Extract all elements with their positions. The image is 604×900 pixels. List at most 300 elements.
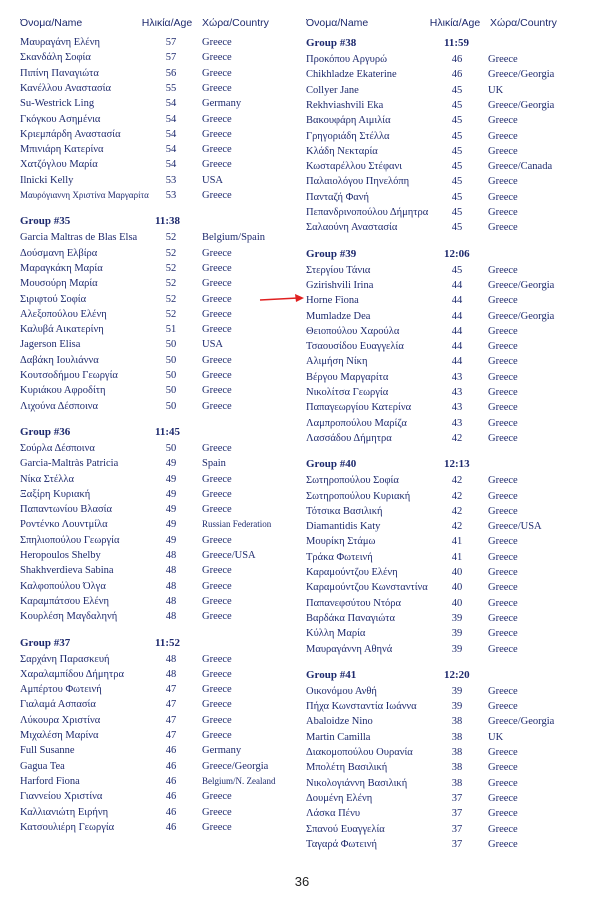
table-row bbox=[306, 714, 596, 729]
entry-name: Θειοπούλου Χαρούλα bbox=[306, 325, 400, 337]
entry-age: 49 bbox=[165, 534, 177, 546]
entry-country: Greece bbox=[488, 402, 518, 414]
entry-age: 50 bbox=[165, 400, 177, 412]
entry-name: Μαυρόγιαννη Χριστίνα Μαργαρίτα bbox=[20, 190, 149, 200]
entry-age: 38 bbox=[451, 777, 463, 789]
entry-age: 46 bbox=[165, 760, 177, 772]
entry-name: Οικονόμου Ανθή bbox=[306, 685, 377, 697]
entry-name: Πιπίνη Παναγιώτα bbox=[20, 67, 99, 79]
entry-name: Σκανδάλη Σοφία bbox=[20, 52, 91, 64]
entry-country: Greece bbox=[488, 54, 518, 65]
entry-name: Λαμπροπούλου Μαρίζα bbox=[306, 417, 407, 429]
entry-age: 53 bbox=[165, 190, 177, 201]
entry-name: Μαυραγάννη Αθηνά bbox=[306, 643, 393, 655]
table-row bbox=[20, 579, 300, 594]
entry-country: Greece bbox=[488, 582, 518, 594]
table-row bbox=[306, 431, 596, 446]
entry-name: Κανέλλου Αναστασία bbox=[20, 82, 111, 94]
entry-country: Greece/Georgia bbox=[488, 716, 555, 728]
entry-country: Greece/USA bbox=[202, 550, 256, 561]
table-row bbox=[306, 534, 596, 549]
entry-name: Χαραλαμπίδου Δήμητρα bbox=[20, 668, 124, 680]
entry-country: Greece bbox=[488, 643, 518, 655]
header-age: Ηλικία/Age bbox=[141, 17, 193, 29]
entry-name: Μιχαλέση Μαρίνα bbox=[20, 730, 99, 741]
table-row bbox=[306, 324, 596, 339]
entry-country: Greece bbox=[488, 145, 518, 157]
entry-age: 52 bbox=[165, 247, 177, 259]
group-time: 11:38 bbox=[155, 215, 181, 228]
table-row bbox=[306, 52, 596, 67]
page-number: 36 bbox=[294, 874, 310, 889]
entry-age: 42 bbox=[451, 475, 463, 487]
entry-name: Τσαουσίδου Ευαγγελία bbox=[306, 341, 404, 353]
group-time: 11:45 bbox=[155, 425, 181, 438]
entry-country: Greece bbox=[488, 207, 518, 218]
entry-name: Κατσουλιέρη Γεωργία bbox=[20, 821, 115, 833]
entry-country: Greece/Georgia bbox=[488, 310, 555, 322]
entry-country: Greece bbox=[202, 278, 232, 290]
group-heading bbox=[306, 667, 596, 683]
entry-country: Greece bbox=[202, 190, 232, 201]
entry-name: Garcia Maltras de Blas Elsa bbox=[20, 232, 138, 244]
entry-age: 42 bbox=[451, 490, 463, 502]
entry-age: 45 bbox=[451, 264, 463, 276]
entry-name: Καλυβά Αικατερίνη bbox=[20, 324, 104, 336]
entry-country: Greece bbox=[488, 685, 518, 697]
entry-country: Greece/Georgia bbox=[202, 760, 269, 772]
entry-age: 53 bbox=[165, 174, 177, 186]
entry-name: Shakhverdieva Sabina bbox=[20, 565, 114, 577]
entry-country: Greece bbox=[202, 504, 232, 516]
entry-age: 39 bbox=[451, 643, 463, 655]
entry-country: Greece bbox=[202, 370, 232, 381]
entry-country: Greece bbox=[488, 264, 518, 276]
table-row bbox=[20, 487, 300, 502]
table-row bbox=[20, 112, 300, 127]
entry-name: Rekhviashvili Eka bbox=[306, 99, 384, 111]
entry-name: Κουτσοδήμου Γεωργία bbox=[20, 370, 118, 381]
entry-name: Harford Fiona bbox=[20, 775, 80, 787]
table-row bbox=[306, 806, 596, 821]
entry-name: Full Susanne bbox=[20, 745, 75, 757]
entry-country: Greece bbox=[202, 354, 232, 366]
entry-name: Γρηγοριάδη Στέλλα bbox=[306, 130, 390, 142]
entry-country: Greece bbox=[202, 52, 232, 64]
entry-country: Greece bbox=[202, 580, 232, 592]
group-heading bbox=[306, 456, 596, 472]
entry-age: 50 bbox=[165, 442, 177, 454]
entry-name: Μπινιάρη Κατερίνα bbox=[20, 144, 104, 156]
entry-name: Σαλαούνη Αναστασία bbox=[306, 222, 398, 234]
entry-name: Δούσμανη Ελβίρα bbox=[20, 247, 98, 259]
entry-name: Chikhladze Ekaterine bbox=[306, 69, 397, 81]
entry-country: Greece bbox=[202, 791, 232, 803]
table-row bbox=[20, 805, 300, 820]
entry-name: Καραμούντζου Κωνσταντίνα bbox=[306, 582, 428, 594]
entry-age: 41 bbox=[451, 551, 463, 563]
table-row bbox=[20, 502, 300, 517]
table-row bbox=[306, 489, 596, 504]
header-country: Χώρα/Country bbox=[490, 17, 557, 29]
table-row bbox=[20, 188, 300, 203]
entry-country: Greece bbox=[488, 490, 518, 502]
entry-country: Greece bbox=[202, 595, 232, 607]
entry-name: Παπαντωνίου Βλασία bbox=[20, 504, 112, 516]
entry-country: Greece bbox=[202, 565, 232, 577]
group-time: 12:06 bbox=[444, 247, 470, 260]
table-row bbox=[306, 190, 596, 205]
entry-country: Greece bbox=[488, 475, 518, 487]
table-row bbox=[306, 83, 596, 98]
entry-age: 57 bbox=[165, 52, 177, 64]
entry-country: Greece bbox=[202, 442, 232, 454]
table-row bbox=[20, 337, 300, 352]
entry-name: Νικολίτσα Γεωργία bbox=[306, 387, 389, 398]
entry-age: 57 bbox=[165, 37, 177, 48]
entry-name: Λάσκα Πένυ bbox=[306, 808, 361, 820]
entry-age: 38 bbox=[451, 762, 463, 774]
entry-country: Germany bbox=[202, 745, 242, 757]
table-row bbox=[20, 563, 300, 578]
header-country: Χώρα/Country bbox=[202, 17, 269, 29]
entry-country: USA bbox=[202, 174, 224, 186]
entry-name: Σπηλιοπούλου Γεωργία bbox=[20, 534, 120, 546]
entry-age: 46 bbox=[451, 69, 463, 81]
entry-country: Greece bbox=[488, 628, 518, 640]
entry-name: Παπανεφσύτου Ντόρα bbox=[306, 597, 402, 609]
table-row bbox=[20, 35, 300, 50]
table-row bbox=[20, 728, 300, 743]
entry-age: 40 bbox=[451, 597, 463, 609]
entry-name: Λιχούνα Δέσποινα bbox=[20, 400, 99, 412]
entry-name: Προκόπου Αργυρώ bbox=[306, 54, 387, 65]
entry-country: UK bbox=[488, 731, 504, 743]
entry-country: Greece bbox=[488, 176, 518, 188]
table-row bbox=[306, 642, 596, 657]
entry-name: Λασσάδου Δήμητρα bbox=[306, 432, 392, 444]
entry-country: Greece bbox=[202, 293, 232, 305]
group-label: Group #40 bbox=[306, 458, 357, 471]
entry-country: Greece bbox=[488, 371, 518, 383]
entry-name: Βαρδάκα Παναγιώτα bbox=[306, 612, 395, 624]
entry-name: Diamantidis Katy bbox=[306, 521, 381, 533]
entry-name: Collyer Jane bbox=[306, 84, 359, 96]
entry-name: Ξαξίρη Κυριακή bbox=[20, 488, 91, 500]
table-row bbox=[20, 548, 300, 563]
entry-age: 48 bbox=[165, 653, 177, 665]
table-row bbox=[20, 472, 300, 487]
table-row bbox=[20, 96, 300, 111]
entry-name: Πήχα Κωνσταντία Ιωάννα bbox=[306, 701, 417, 713]
entry-age: 40 bbox=[451, 582, 463, 594]
entry-name: Abaloidze Nino bbox=[306, 716, 373, 728]
entry-age: 45 bbox=[451, 84, 463, 96]
entry-age: 42 bbox=[451, 505, 463, 517]
entry-age: 48 bbox=[165, 611, 177, 623]
entry-country: Greece/Georgia bbox=[488, 99, 555, 111]
entry-name: Κλάδη Νεκταρία bbox=[306, 145, 378, 157]
entry-age: 44 bbox=[451, 310, 463, 322]
entry-name: Σωτηροπούλου Κυριακή bbox=[306, 490, 411, 502]
entry-name: Καλφοπούλου Όλγα bbox=[20, 580, 106, 592]
entry-age: 49 bbox=[165, 473, 177, 485]
entry-name: Λύκουρα Χριστίνα bbox=[20, 714, 101, 726]
table-row bbox=[306, 822, 596, 837]
table-row bbox=[20, 66, 300, 81]
entry-name: Ροντένκο Λουντμίλα bbox=[20, 519, 108, 531]
entry-country: Greece bbox=[488, 701, 518, 713]
entry-country: Greece bbox=[488, 432, 518, 444]
table-row bbox=[306, 113, 596, 128]
entry-country: Greece bbox=[202, 611, 232, 623]
entry-country: Spain bbox=[202, 458, 226, 470]
table-row bbox=[20, 774, 300, 789]
entry-country: Greece bbox=[488, 838, 518, 850]
table-row bbox=[306, 98, 596, 113]
entry-name: Βέργου Μαργαρίτα bbox=[306, 371, 389, 383]
entry-country: Greece bbox=[202, 668, 232, 680]
group-time: 11:52 bbox=[155, 636, 181, 649]
entry-age: 44 bbox=[451, 356, 463, 368]
entry-age: 46 bbox=[165, 745, 177, 757]
entry-country: Greece bbox=[202, 385, 232, 397]
table-row bbox=[306, 791, 596, 806]
entry-country: Greece bbox=[488, 597, 518, 609]
entry-country: Greece bbox=[488, 325, 518, 337]
entry-age: 46 bbox=[165, 821, 177, 833]
entry-age: 38 bbox=[451, 747, 463, 758]
entry-country: Greece bbox=[202, 684, 232, 696]
entry-name: Κυριάκου Αφροδίτη bbox=[20, 385, 106, 397]
entry-age: 43 bbox=[451, 402, 463, 414]
table-row bbox=[20, 743, 300, 758]
group-heading bbox=[20, 213, 300, 229]
entry-age: 52 bbox=[165, 308, 177, 320]
entry-age: 37 bbox=[451, 823, 463, 835]
group-label: Group #36 bbox=[20, 425, 71, 438]
entry-age: 51 bbox=[165, 324, 177, 336]
entry-country: Greece bbox=[488, 505, 518, 517]
entry-country: USA bbox=[202, 339, 224, 351]
table-row bbox=[20, 81, 300, 96]
entry-name: Σιριφτού Σοφία bbox=[20, 293, 87, 305]
entry-country: Greece bbox=[488, 551, 518, 563]
table-row bbox=[306, 293, 596, 308]
entry-age: 37 bbox=[451, 808, 463, 820]
entry-name: Γκόγκου Ασημένια bbox=[20, 113, 101, 125]
entry-country: Greece bbox=[488, 762, 518, 774]
table-row bbox=[20, 353, 300, 368]
entry-age: 48 bbox=[165, 595, 177, 607]
table-row bbox=[306, 129, 596, 144]
table-row bbox=[306, 837, 596, 852]
header-name: Όνομα/Name bbox=[306, 17, 369, 29]
entry-age: 45 bbox=[451, 145, 463, 157]
table-row bbox=[20, 142, 300, 157]
entry-age: 45 bbox=[451, 222, 463, 234]
entry-name: Αλεξοπούλου Ελένη bbox=[20, 308, 107, 320]
table-row bbox=[306, 504, 596, 519]
table-row bbox=[306, 776, 596, 791]
table-row bbox=[20, 50, 300, 65]
entry-country: Greece bbox=[488, 536, 518, 548]
entry-name: Καραμπάτσου Ελένη bbox=[20, 595, 109, 607]
table-row bbox=[306, 550, 596, 565]
entry-age: 54 bbox=[165, 128, 177, 140]
entry-age: 47 bbox=[165, 699, 177, 711]
entry-name: Heropoulos Shelby bbox=[20, 550, 101, 561]
entry-name: Δαβάκη Ιουλιάννα bbox=[20, 354, 99, 366]
entry-country: Greece bbox=[488, 356, 518, 368]
entry-age: 49 bbox=[165, 488, 177, 500]
entry-age: 39 bbox=[451, 612, 463, 624]
entry-age: 47 bbox=[165, 684, 177, 696]
entry-name: Σπανού Ευαγγελία bbox=[306, 823, 385, 835]
entry-country: Greece bbox=[488, 191, 518, 203]
entry-country: Greece bbox=[202, 324, 232, 336]
entry-name: Mumladze Dea bbox=[306, 310, 371, 322]
table-row bbox=[20, 399, 300, 414]
entry-age: 43 bbox=[451, 371, 463, 383]
table-row bbox=[306, 144, 596, 159]
entry-name: Παλαιολόγου Πηνελόπη bbox=[306, 176, 410, 188]
entry-age: 39 bbox=[451, 685, 463, 697]
table-row bbox=[306, 760, 596, 775]
table-row bbox=[20, 368, 300, 383]
entry-country: Greece bbox=[488, 747, 518, 758]
entry-age: 44 bbox=[451, 325, 463, 337]
table-row bbox=[306, 416, 596, 431]
entry-name: Σούρλα Δέσποινα bbox=[20, 442, 95, 454]
entry-age: 47 bbox=[165, 714, 177, 726]
group-time: 12:13 bbox=[444, 458, 470, 471]
entry-age: 38 bbox=[451, 731, 463, 743]
entry-country: Greece bbox=[202, 128, 232, 140]
entry-name: Γιαλαμά Ασπασία bbox=[20, 699, 96, 711]
table-row bbox=[20, 173, 300, 188]
entry-name: Μουρίκη Στάμω bbox=[306, 536, 376, 548]
table-row bbox=[306, 278, 596, 293]
table-row bbox=[20, 652, 300, 667]
entry-age: 50 bbox=[165, 385, 177, 397]
entry-age: 45 bbox=[451, 161, 463, 173]
table-row bbox=[20, 682, 300, 697]
table-row bbox=[306, 309, 596, 324]
entry-name: Διακομοπούλου Ουρανία bbox=[306, 747, 413, 758]
group-label: Group #41 bbox=[306, 668, 357, 681]
entry-country: Greece bbox=[202, 534, 232, 546]
entry-age: 55 bbox=[165, 82, 177, 94]
entry-name: Μουσούρη Μαρία bbox=[20, 278, 98, 290]
entry-name: Κριεμπάρδη Αναστασία bbox=[20, 128, 121, 140]
entry-age: 46 bbox=[451, 54, 463, 65]
entry-age: 43 bbox=[451, 417, 463, 429]
entry-age: 44 bbox=[451, 279, 463, 291]
entry-age: 45 bbox=[451, 115, 463, 127]
red-arrow-icon bbox=[258, 293, 306, 305]
table-row bbox=[306, 596, 596, 611]
entry-age: 48 bbox=[165, 565, 177, 577]
entry-name: Gzirishvili Irina bbox=[306, 279, 374, 291]
entry-age: 50 bbox=[165, 354, 177, 366]
entry-country: Greece bbox=[488, 115, 518, 127]
entry-name: Καραμούντζου Ελένη bbox=[306, 567, 398, 578]
entry-age: 54 bbox=[165, 113, 177, 125]
entry-country: Greece/Georgia bbox=[488, 279, 555, 291]
table-row bbox=[306, 400, 596, 415]
entry-age: 45 bbox=[451, 99, 463, 111]
table-row bbox=[306, 205, 596, 220]
entry-country: Greece bbox=[488, 295, 518, 307]
entry-country: Greece bbox=[202, 113, 232, 125]
table-row bbox=[306, 519, 596, 534]
entry-age: 38 bbox=[451, 716, 463, 728]
entry-country: Greece bbox=[202, 400, 232, 412]
entry-age: 48 bbox=[165, 580, 177, 592]
entry-country: Greece bbox=[202, 699, 232, 711]
table-row bbox=[306, 473, 596, 488]
entry-country: Greece bbox=[202, 653, 232, 665]
table-row bbox=[306, 220, 596, 235]
entry-country: Greece bbox=[202, 37, 232, 48]
table-row bbox=[306, 263, 596, 278]
entry-country: Greece bbox=[488, 567, 518, 578]
entry-age: 48 bbox=[165, 550, 177, 561]
entry-name: Σαρχάνη Παρασκευή bbox=[20, 653, 110, 665]
entry-name: Μαραγκάκη Μαρία bbox=[20, 262, 103, 274]
table-row bbox=[20, 820, 300, 835]
entry-country: Greece bbox=[488, 130, 518, 142]
table-row bbox=[306, 745, 596, 760]
entry-name: Παπαγεωργίου Κατερίνα bbox=[306, 402, 412, 414]
group-label: Group #38 bbox=[306, 37, 357, 49]
column-header bbox=[306, 17, 596, 33]
entry-name: Βακουφάρη Αιμιλία bbox=[306, 115, 391, 127]
group-label: Group #37 bbox=[20, 636, 71, 649]
entry-country: Greece bbox=[488, 823, 518, 835]
entry-country: Greece bbox=[202, 806, 232, 818]
entry-age: 45 bbox=[451, 130, 463, 142]
entry-name: Χατζόγλου Μαρία bbox=[20, 159, 98, 171]
entry-country: Greece bbox=[202, 308, 232, 320]
entry-name: Τότσικα Βασιλική bbox=[306, 505, 383, 517]
table-row bbox=[306, 339, 596, 354]
table-row bbox=[306, 580, 596, 595]
entry-country: Greece bbox=[202, 821, 232, 833]
table-row bbox=[20, 322, 300, 337]
group-label: Group #35 bbox=[20, 215, 71, 228]
table-row bbox=[20, 441, 300, 456]
entry-name: Γιαννείου Χριστίνα bbox=[20, 791, 103, 803]
table-row bbox=[20, 246, 300, 261]
entry-age: 43 bbox=[451, 387, 463, 398]
entry-name: Κύλλη Μαρία bbox=[306, 628, 366, 640]
group-heading bbox=[306, 246, 596, 262]
entry-country: Belgium/Spain bbox=[202, 232, 265, 244]
entry-age: 45 bbox=[451, 176, 463, 188]
entry-age: 40 bbox=[451, 567, 463, 578]
entry-age: 54 bbox=[165, 144, 177, 156]
entry-country: UK bbox=[488, 84, 504, 96]
table-row bbox=[20, 127, 300, 142]
table-row bbox=[306, 626, 596, 641]
entry-country: Greece bbox=[488, 417, 518, 429]
entry-country: Russian Federation bbox=[202, 519, 272, 530]
entry-name: Ilnicki Kelly bbox=[20, 174, 74, 186]
entry-age: 41 bbox=[451, 536, 463, 548]
table-row bbox=[20, 517, 300, 532]
